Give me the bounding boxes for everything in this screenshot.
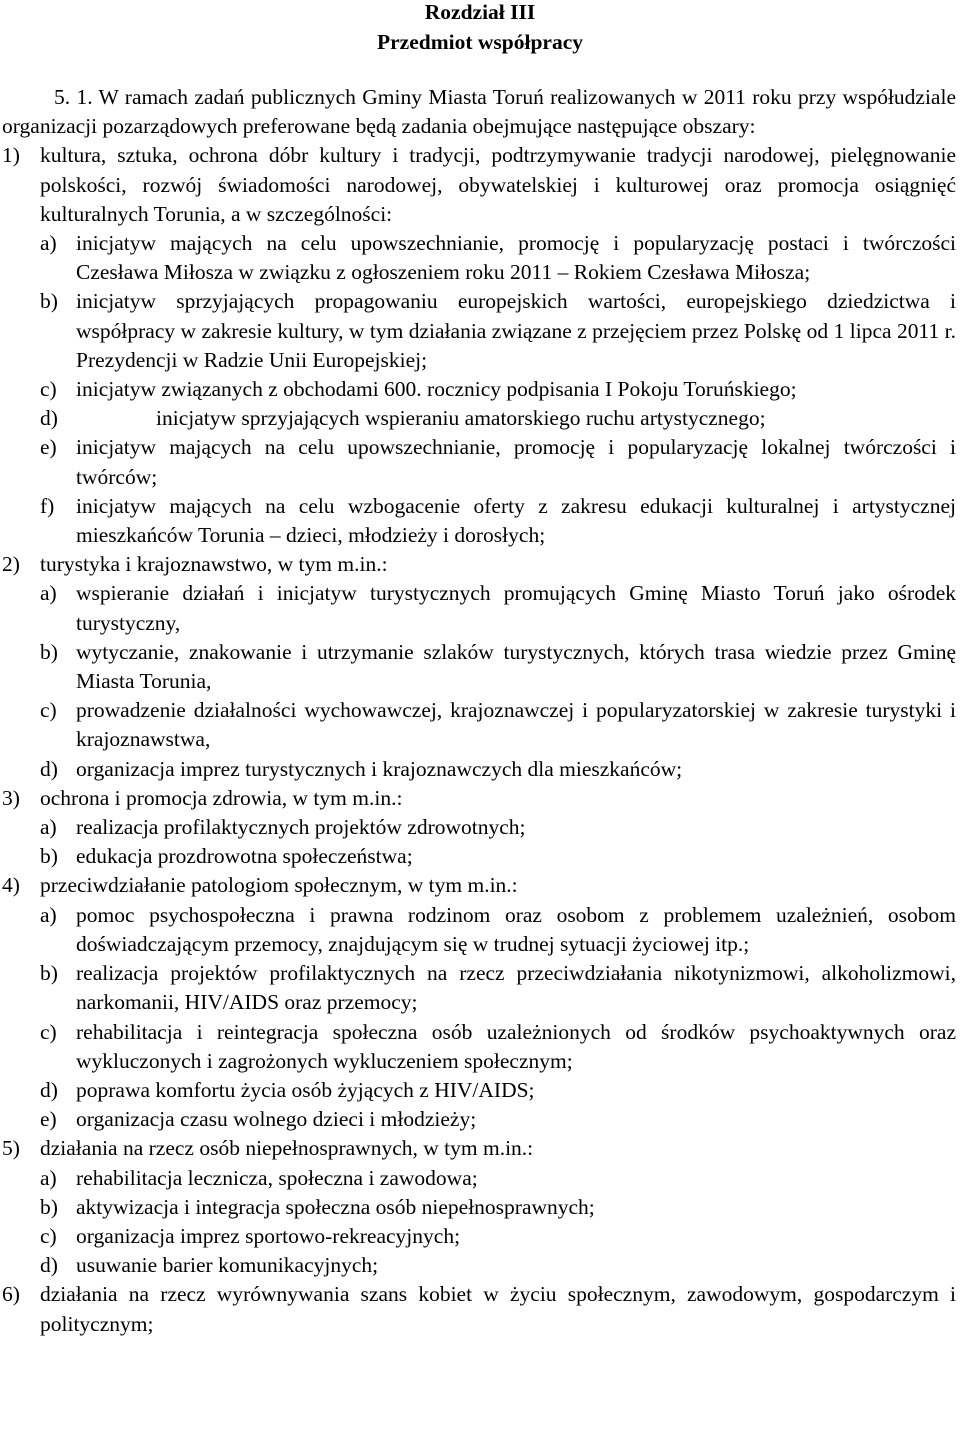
sub-item-text: aktywizacja i integracja społeczna osób niepełnosprawnych; [76, 1194, 595, 1219]
sub-item-letter: c) [40, 1019, 57, 1044]
sub-item [40, 1018, 960, 1076]
sub-item [40, 404, 960, 433]
sub-item [40, 287, 960, 375]
sub-item-text: usuwanie barier komunikacyjnych; [76, 1253, 379, 1278]
area-number: 1) [2, 143, 20, 168]
sub-item [40, 1164, 960, 1193]
sub-item-text: poprawa komfortu życia osób żyjących z HIV/AIDS; [76, 1077, 535, 1102]
sub-item-letter: a) [40, 815, 57, 840]
sub-item [40, 1193, 960, 1222]
sub-item-letter: a) [40, 1165, 57, 1190]
area-text: przeciwdziałanie patologiom społecznym, w tym m.in.: [40, 873, 518, 898]
sub-item [40, 375, 960, 404]
area-text: turystyka i krajoznawstwo, w tym m.in.: [40, 552, 388, 577]
sub-item-letter: f) [40, 493, 55, 518]
area-item [0, 784, 960, 813]
sub-item-text: inicjatyw mających na celu upowszechnianie, promocję i popularyzację postaci i twórczości Czesława Miłosza w związku z ogłoszeniem roku 2011 – Rokiem Czesława Miłosza; [76, 231, 956, 285]
sub-item [40, 1222, 960, 1251]
sub-item-text: prowadzenie działalności wychowawczej, krajoznawczej i popularyzatorskiej w zakresie turystyki i krajoznawstwa, [76, 698, 956, 752]
sub-item [40, 755, 960, 784]
sub-item [40, 1251, 960, 1280]
area-text: kultura, sztuka, ochrona dóbr kultury i tradycji, podtrzymywanie tradycji narodowej, pielęgnowanie polskości, rozwój świadomości narodowej, obywatelskiej i kulturowej oraz promocja osiągnięć kulturalnych Torunia, a w szczególności: [40, 143, 956, 226]
sub-item-letter: a) [40, 231, 57, 256]
sub-item [40, 1105, 960, 1134]
sub-item [40, 813, 960, 842]
sub-item-letter: d) [40, 1077, 58, 1102]
sub-item-text: wytyczanie, znakowanie i utrzymanie szlaków turystycznych, których trasa wiedzie przez Gminę Miasta Torunia, [76, 639, 956, 694]
sub-item [40, 901, 960, 959]
sub-item-text: wspieranie działań i inicjatyw turystycznych promujących Gminę Miasto Toruń jako ośrodek turystyczny, [76, 581, 956, 635]
sub-item-letter: d) [40, 406, 58, 431]
sub-item [40, 959, 960, 1017]
intro-text: W ramach zadań publicznych Gminy Miasta Toruń realizowanych w 2011 roku przy współudziale organizacji pozarządowych preferowane będą zadania obejmujące następujące obszary: [2, 85, 956, 139]
sub-item-letter: b) [40, 289, 58, 314]
sub-item-text: inicjatyw mających na celu wzbogacenie oferty z zakresu edukacji kulturalnej i artystycznej mieszkańców Torunia – dzieci, młodzieży i dorosłych; [76, 493, 956, 548]
area-item [0, 141, 960, 229]
sub-item-text: inicjatyw związanych z obchodami 600. rocznicy podpisania I Pokoju Toruńskiego; [76, 377, 797, 402]
sub-item-text: rehabilitacja lecznicza, społeczna i zawodowa; [76, 1165, 478, 1190]
area-item [0, 1134, 960, 1163]
sub-item [40, 638, 960, 696]
sub-item [40, 696, 960, 754]
sub-item-letter: b) [40, 1194, 58, 1219]
area-number: 2) [2, 552, 20, 577]
sub-item-letter: d) [40, 1253, 58, 1278]
chapter-title: Rozdział III [424, 0, 536, 24]
intro-paragraph [0, 83, 960, 141]
sub-item-text: inicjatyw mających na celu upowszechnianie, promocję i popularyzację lokalnej twórczości i twórców; [76, 435, 956, 489]
sub-item-text: pomoc psychospołeczna i prawna rodzinom oraz osobom z problemem uzależnień, osobom doświadczającym przemocy, znajdującym się w trudnej sytuacji życiowej itp.; [76, 902, 956, 956]
sub-item-letter: c) [40, 1223, 57, 1248]
sub-item-text: realizacja profilaktycznych projektów zdrowotnych; [76, 815, 526, 840]
sub-item [40, 1076, 960, 1105]
sub-item [40, 433, 960, 491]
area-number: 4) [2, 873, 20, 898]
sub-item-text: organizacja czasu wolnego dzieci i młodzieży; [76, 1107, 477, 1132]
sub-item-text: organizacja imprez turystycznych i krajoznawczych dla mieszkańców; [76, 756, 683, 781]
sub-item-letter: e) [40, 1107, 57, 1132]
area-number: 3) [2, 785, 20, 810]
area-number: 5) [2, 1136, 20, 1161]
areas-list [0, 141, 960, 1338]
chapter-heading [0, 0, 960, 57]
sub-item-letter: a) [40, 902, 57, 927]
sub-item-text: organizacja imprez sportowo-rekreacyjnych; [76, 1223, 461, 1248]
area-number: 6) [2, 1282, 20, 1307]
paragraph-number: 5. 1. [54, 85, 93, 109]
area-text: ochrona i promocja zdrowia, w tym m.in.: [40, 785, 403, 810]
sub-item-text: edukacja prozdrowotna społeczeństwa; [76, 844, 413, 869]
sub-item-letter: b) [40, 844, 58, 869]
sub-item-letter: d) [40, 756, 58, 781]
sub-item-letter: b) [40, 961, 58, 986]
area-item [0, 871, 960, 900]
sub-item-letter: c) [40, 377, 57, 402]
sub-item [40, 842, 960, 871]
sub-item-text: realizacja projektów profilaktycznych na rzecz przeciwdziałania nikotynizmowi, alkoholizmowi, narkomanii, HIV/AIDS oraz przemocy; [76, 961, 956, 1015]
sub-item-text: inicjatyw sprzyjających wspieraniu amatorskiego ruchu artystycznego; [156, 406, 766, 431]
area-item [0, 550, 960, 579]
sub-item-text: rehabilitacja i reintegracja społeczna osób uzależnionych od środków psychoaktywnych oraz wykluczonych i zagrożonych wykluczeniem społecznym; [76, 1019, 956, 1073]
sub-item [40, 492, 960, 550]
area-text: działania na rzecz wyrównywania szans kobiet w życiu społecznym, zawodowym, gospodarczym i politycznym; [40, 1282, 956, 1336]
sub-item-letter: e) [40, 435, 57, 460]
sub-item-letter: b) [40, 639, 58, 664]
area-text: działania na rzecz osób niepełnosprawnych, w tym m.in.: [40, 1136, 534, 1161]
sub-item-letter: c) [40, 698, 57, 723]
sub-item-text: inicjatyw sprzyjających propagowaniu europejskich wartości, europejskiego dziedzictwa i współpracy w zakresie kultury, w tym działania związane z przejęciem przez Polskę od 1 lipca 2011 r. Prezydencji w Radzie Unii Europejskiej; [76, 289, 956, 372]
sub-item-letter: a) [40, 581, 57, 606]
sub-item [40, 229, 960, 287]
area-item [0, 1280, 960, 1338]
sub-item [40, 579, 960, 637]
chapter-subject: Przedmiot współpracy [376, 30, 583, 54]
